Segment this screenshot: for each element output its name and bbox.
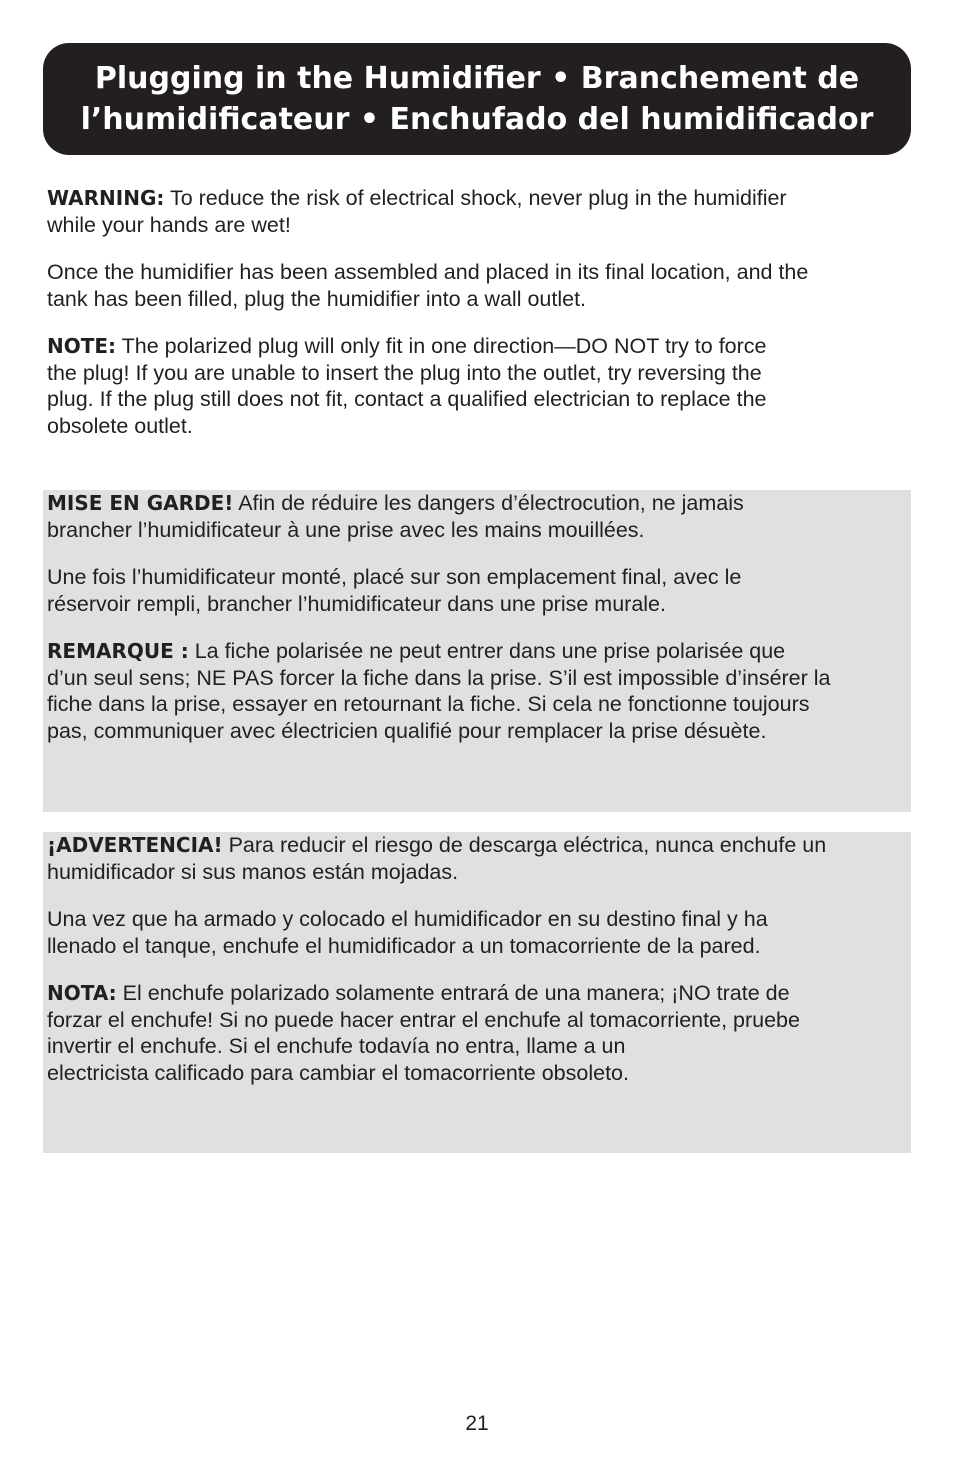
warning-label: ¡ADVERTENCIA! — [47, 833, 223, 857]
section-french — [43, 490, 911, 812]
page-title-banner — [43, 43, 911, 155]
section-english — [43, 185, 911, 439]
note-label: NOTE: — [47, 334, 117, 358]
warning-paragraph — [47, 185, 907, 238]
warning-text: Para reducir el riesgo de descarga eléctrica, nunca enchufe un humidificador si sus manos están mojadas. — [47, 833, 827, 884]
instructions-paragraph: Une fois l’humidificateur monté, placé sur son emplacement final, avec le réservoir rempli, brancher l’humidificateur dans une prise murale. — [47, 565, 742, 616]
warning-paragraph — [47, 490, 907, 543]
note-text: El enchufe polarizado solamente entrará de una manera; ¡NO trate de forzar el enchufe! Si no puede hacer entrar el enchufe al tomacorriente, pruebe invertir el enchufe. Si el enchufe todavía no entra, llame a un electricista calificado para cambiar el tomacorriente obsoleto. — [47, 981, 800, 1085]
note-text: La fiche polarisée ne peut entrer dans une prise polarisée que d’un seul sens; NE PAS forcer la fiche dans la prise. S’il est impossible d’insérer la fiche dans la prise, essayer en retournant la fiche. Si cela ne fonctionne toujours pas, communiquer avec électricien qualifié pour remplacer la prise désuète. — [47, 639, 831, 743]
section-spanish — [43, 832, 911, 1153]
warning-text: Afin de réduire les dangers d’électrocution, ne jamais brancher l’humidificateur à une prise avec les mains mouillées. — [47, 491, 744, 542]
page-number: 21 — [465, 1412, 489, 1435]
warning-paragraph — [47, 832, 907, 885]
note-paragraph — [47, 333, 907, 439]
warning-label: MISE EN GARDE! — [47, 491, 234, 515]
note-text: The polarized plug will only fit in one direction—DO NOT try to force the plug! If you are unable to insert the plug into the outlet, try reversing the plug. If the plug still does not fit, contact a qualified electrician to replace the obsolete outlet. — [47, 334, 767, 438]
note-label: REMARQUE : — [47, 639, 189, 663]
note-paragraph — [47, 638, 907, 744]
warning-text: To reduce the risk of electrical shock, never plug in the humidifier while your hands are wet! — [47, 186, 787, 237]
instructions-paragraph: Once the humidifier has been assembled and placed in its final location, and the tank has been filled, plug the humidifier into a wall outlet. — [47, 260, 809, 311]
warning-label: WARNING: — [47, 186, 165, 210]
page-title-line-2: l’humidificateur • Enchufado del humidificador — [80, 102, 874, 137]
note-label: NOTA: — [47, 981, 117, 1005]
instructions-paragraph: Una vez que ha armado y colocado el humidificador en su destino final y ha llenado el tanque, enchufe el humidificador a un tomacorriente de la pared. — [47, 907, 768, 958]
page-title-line-1: Plugging in the Humidifier • Branchement de — [94, 61, 860, 96]
note-paragraph — [47, 980, 907, 1086]
